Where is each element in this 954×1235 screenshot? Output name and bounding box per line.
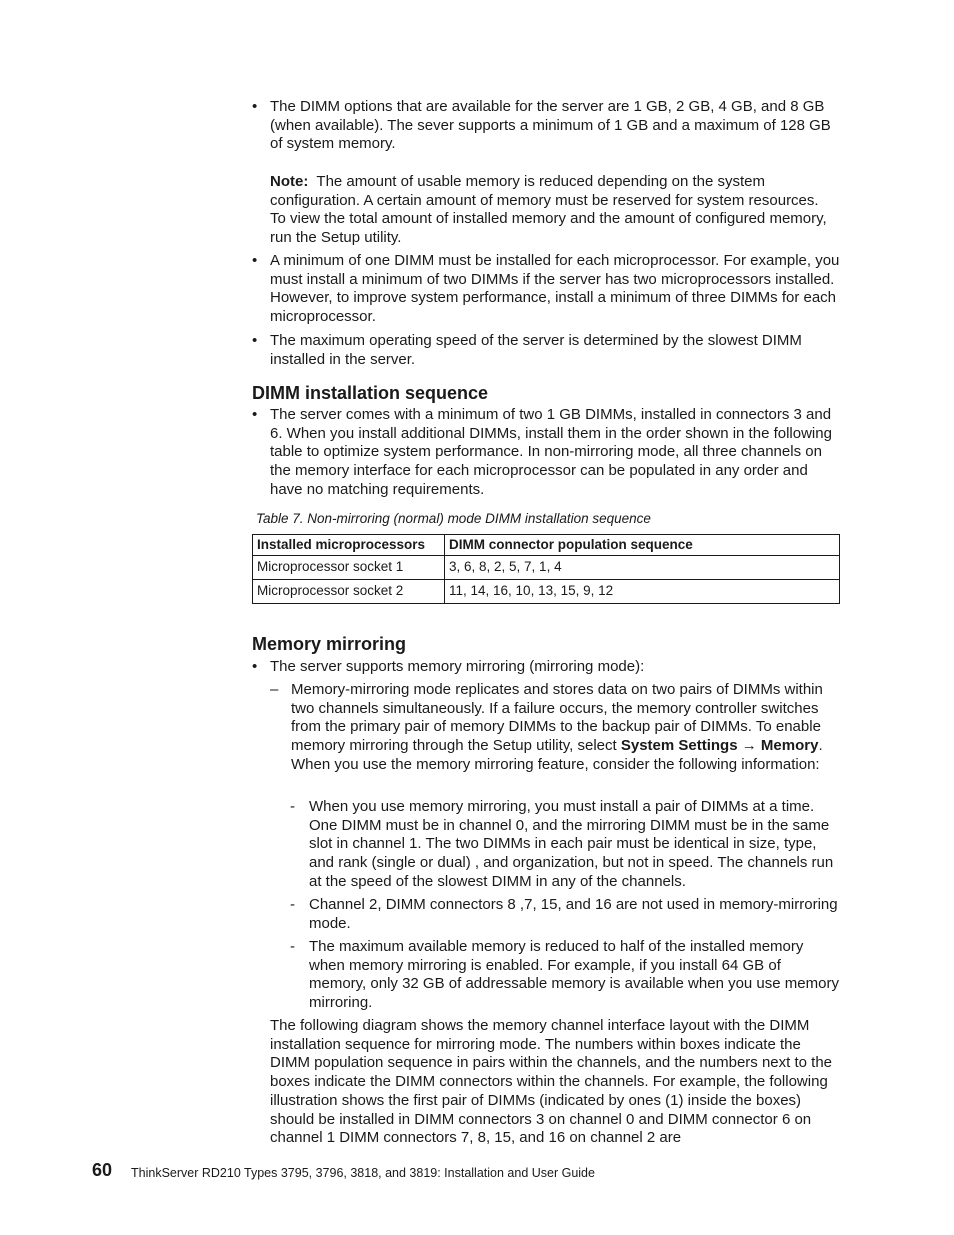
page-number: 60 xyxy=(92,1160,113,1180)
menu-path-system-settings: System Settings xyxy=(620,737,738,755)
table-caption: Table 7. Non-mirroring (normal) mode DIMM installation sequence xyxy=(256,511,651,526)
menu-path-arrow: → xyxy=(737,737,761,755)
dimm-sequence-table xyxy=(252,534,840,604)
bullet-mark: • xyxy=(252,406,258,423)
footer-title: ThinkServer RD210 Types 3795, 3796, 3818, and 3819: Installation and User Guide xyxy=(131,1166,595,1180)
table-cell: Microprocessor socket 2 xyxy=(253,580,445,604)
table-row xyxy=(253,556,840,580)
sub-item-mark: - xyxy=(290,938,295,955)
list-item-text: The server supports memory mirroring (mirroring mode): xyxy=(270,658,645,675)
table-cell: Microprocessor socket 1 xyxy=(253,556,445,580)
list-item-text: The maximum operating speed of the server is determined by the slowest DIMM installed in the server. xyxy=(270,332,802,368)
list-item-text: The DIMM options that are available for the server are 1 GB, 2 GB, 4 GB, and 8 GB (when available). The sever supports a minimum of 1 GB and a maximum of 128 GB of system memory. xyxy=(270,98,831,153)
sub-item-mark: - xyxy=(290,798,295,815)
table-row xyxy=(253,580,840,604)
sub-item-text: Channel 2, DIMM connectors 8 ,7, 15, and 16 are not used in memory-mirroring mode. xyxy=(309,896,838,932)
column-header: DIMM connector population sequence xyxy=(445,535,840,556)
bullet-mark: • xyxy=(252,332,258,349)
note-label: Note: xyxy=(270,173,309,190)
body-paragraph: The following diagram shows the memory channel interface layout with the DIMM installation sequence for mirroring mode. The numbers within boxes indicate the DIMM population sequence in pairs within the channels, and the numbers next to the boxes indicate the DIMM connectors within the channels. For example, the following illustration shows the first pair of DIMMs (indicated by ones (1) inside the boxes) should be installed in DIMM connectors 3 on channel 0 and DIMM connector 6 on channel 1 DIMM connectors 7, 8, 15, and 16 on channel 2 are xyxy=(270,1017,833,1147)
table-header-row xyxy=(253,535,840,556)
section-heading-installation: DIMM installation sequence xyxy=(252,383,489,403)
dash-item-text xyxy=(291,681,841,775)
list-item-text: The server comes with a minimum of two 1 GB DIMMs, installed in connectors 3 and 6. When you install additional DIMMs, install them in the order shown in the following table to optimize system performance. In non-mirroring mode, all three channels on the memory interface for each microprocessor can be populated in any order and have no matching requirements. xyxy=(270,406,832,498)
table-cell: 3, 6, 8, 2, 5, 7, 1, 4 xyxy=(445,556,840,580)
dash-text-part: . When you use the memory mirroring feature, consider the following information: xyxy=(291,737,823,773)
dash-mark: – xyxy=(270,681,279,698)
column-header: Installed microprocessors xyxy=(253,535,445,556)
note-text: The amount of usable memory is reduced depending on the system configuration. A certain amount of memory must be reserved for system resources. To view the total amount of installed memory and the amount of configured memory, run the Setup utility. xyxy=(270,173,827,247)
bullet-mark: • xyxy=(252,252,258,269)
note-block xyxy=(270,173,830,248)
table-cell: 11, 14, 16, 10, 13, 15, 9, 12 xyxy=(445,580,840,604)
list-item-text: A minimum of one DIMM must be installed for each microprocessor. For example, you must install a minimum of two DIMMs if the server has two microprocessors installed. However, to improve system performance, install a minimum of three DIMMs for each microprocessor. xyxy=(270,252,840,326)
section-heading-mirroring: Memory mirroring xyxy=(252,634,407,654)
dash-text-part: Memory-mirroring mode replicates and stores data on two pairs of DIMMs within two channels simultaneously. If a failure occurs, the memory controller switches from the primary pair of memory DIMMs to the backup pair of DIMMs. To enable memory mirroring through the Setup utility, select xyxy=(291,681,823,755)
bullet-mark: • xyxy=(252,658,258,675)
menu-path-memory: Memory xyxy=(760,737,819,755)
sub-item-mark: - xyxy=(290,896,295,913)
bullet-mark: • xyxy=(252,98,258,115)
sub-item-text: The maximum available memory is reduced to half of the installed memory when memory mirroring is enabled. For example, if you install 64 GB of memory, only 32 GB of addressable memory is available when you use memory mirroring. xyxy=(309,938,839,1012)
sub-item-text: When you use memory mirroring, you must install a pair of DIMMs at a time. One DIMM must be in channel 0, and the mirroring DIMM must be in the same slot in channel 1. The two DIMMs in each pair must be identical in size, type, and rank (single or dual) , and organization, but not in speed. The channels run at the speed of the slowest DIMM in any of the channels. xyxy=(309,798,834,890)
